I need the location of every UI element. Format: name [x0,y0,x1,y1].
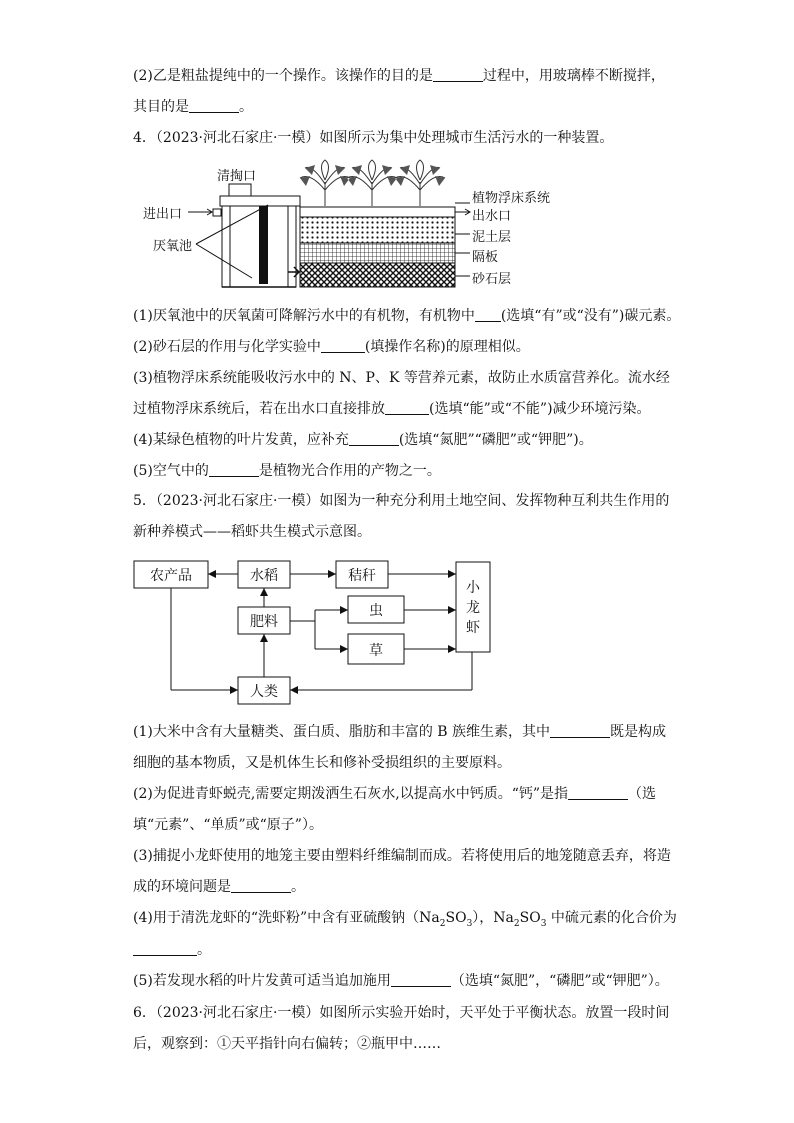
answer-blank[interactable] [133,940,197,956]
gravel-layer [300,263,455,287]
label-straw: 秸秆 [348,568,376,584]
answer-blank[interactable] [391,971,451,987]
q5-part5: (5)若发现水稻的叶片发黄可适当追加施用 （选填“氮肥”，“磷肥”或“钾肥”）。 [133,973,669,989]
q5-part1-line1: (1)大米中含有大量糖类、蛋白质、脂肪和丰富的 B 族维生素，其中 既是构成 [133,724,667,740]
q5-part4-line1: (4)用于清洗龙虾的“洗虾粉”中含有亚硫酸钠$(Na_2SO_3)$，$Na_2SO_3$ 中硫元素的化合价为 [133,910,677,929]
q4-part1: (1)厌氧池中的厌氧菌可降解污水中的有机物，有机物中 (选填“有”或“没有”)碳元素。 [133,308,681,324]
plant-icon [300,160,445,206]
label-tank: 厌氧池 [153,239,193,254]
answer-blank[interactable] [209,461,259,477]
label-partition: 隔板 [472,250,499,265]
label-crayfish: 小 龙 虾 [466,580,480,636]
q6-stem-line1: 6．（2023·河北石家庄·一模）如图所示实验开始时，天平处于平衡状态。放置一段时间 [133,1005,670,1021]
q4-part5: (5)空气中的 是植物光合作用的产物之一。 [133,463,441,479]
q4-part3-line2: 过植物浮床系统后，若在出水口直接排放 (选填“能”或“不能”)减少环境污染。 [133,401,651,417]
label-gravel: 砂石层 [472,272,512,287]
q4-part2: (2)砂石层的作用与化学实验中 (填操作名称)的原理相似。 [133,339,530,355]
answer-blank[interactable] [189,97,239,113]
label-insect: 虫 [369,603,383,619]
label-plant-bed: 植物浮床系统 [472,191,551,206]
answer-blank[interactable] [550,722,610,738]
q5-part3-line2: 成的环境问题是 。 [133,879,305,895]
q5-part3-line1: (3)捕捉小龙虾使用的地笼主要由塑料纤维编制而成。若将使用后的地笼随意丢弃，将造 [133,848,671,864]
label-farm-products: 农产品 [150,568,192,584]
label-fertilizer: 肥料 [250,614,278,630]
answer-blank[interactable] [475,306,501,322]
answer-blank[interactable] [231,877,291,893]
plant-leaves-icon [300,165,445,186]
label-outlet: 出水口 [472,209,512,224]
answer-blank[interactable] [349,430,399,446]
q6-stem-line2: 后，观察到：①天平指针向右偏转；②瓶甲中…… [133,1036,441,1052]
q5-part2-line1: (2)为促进青虾蜕壳,需要定期泼洒生石灰水,以提高水中钙质。“钙”是指 （选 [133,786,657,802]
q5-part2-line2: 填“元素”、“单质”或“原子”）。 [133,817,323,833]
cleanout-box [229,184,251,196]
q5-part4-line2: 。 [133,940,211,960]
label-inlet: 进出口 [143,207,183,222]
q4-stem: 4．（2023·河北石家庄·一模）如图所示为集中处理城市生活污水的一种装置。 [133,130,614,146]
label-human: 人类 [250,684,278,700]
partition-layer [300,243,455,263]
answer-blank[interactable] [321,337,365,353]
q4-part3-line1: (3)植物浮床系统能吸收污水中的 N、P、K 等营养元素，故防止水质富营养化。流水经 [133,370,670,386]
label-soil: 泥土层 [472,230,512,245]
q3-part2-line1: (2)乙是粗盐提纯中的一个操作。该操作的目的是 过程中，用玻璃棒不断搅拌， [133,68,665,84]
q3-part2-line2: 其目的是 。 [133,99,253,115]
q5-stem-line2: 新种养模式——稻虾共生模式示意图。 [133,524,371,540]
q4-part4: (4)某绿色植物的叶片发黄，应补充 (选填“氮肥”“磷肥”或“钾肥”)。 [133,432,593,448]
answer-blank[interactable] [433,66,483,82]
label-grass: 草 [369,643,383,659]
inlet-pipe [213,209,221,216]
answer-blank[interactable] [568,784,628,800]
answer-blank[interactable] [385,399,429,415]
soil-layer [300,217,455,243]
label-cleanout: 清掏口 [217,169,257,184]
q5-stem-line1: 5．（2023·河北石家庄·一模）如图为一种充分利用土地空间、发挥物种互利共生作用的 [133,493,670,509]
label-rice: 水稻 [250,568,278,584]
q5-part1-line2: 细胞的基本物质，又是机体生长和修补受损组织的主要原料。 [133,755,511,771]
